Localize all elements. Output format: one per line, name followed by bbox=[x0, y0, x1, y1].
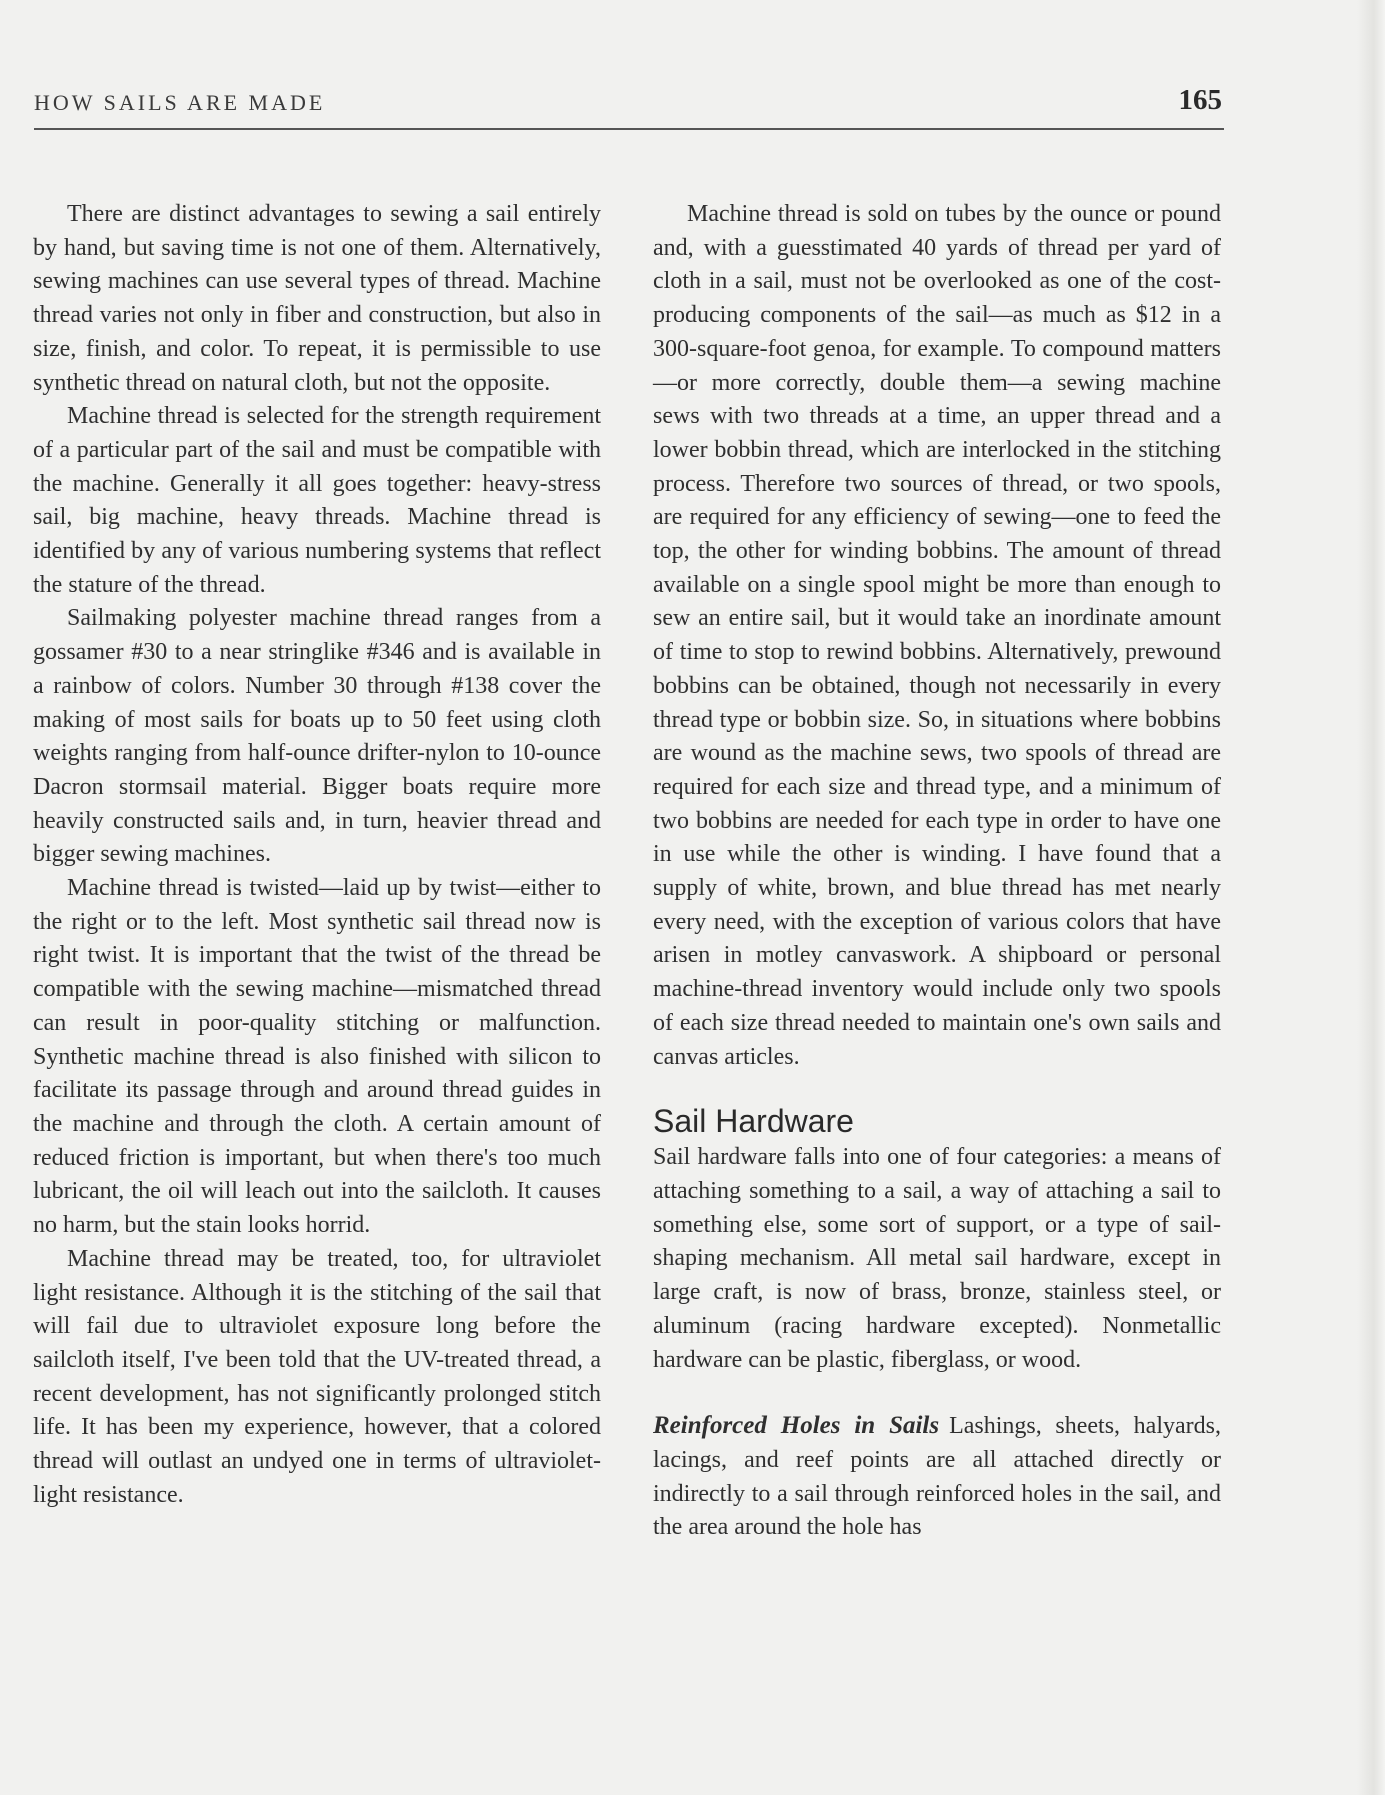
right-column bbox=[653, 198, 1221, 1545]
paragraph: Machine thread may be treated, too, for ultraviolet light resistance. Although it is the stitching of the sail that will fail due to ultraviolet exposure long before the sailcloth itself, I've been told that the UV-treated thread, a recent development, has not significantly prolonged stitch life. It has been my experience, however, that a colored thread will outlast an undyed one in terms of ultraviolet-light resistance. bbox=[33, 1245, 601, 1508]
paragraph: Machine thread is twisted—laid up by twist—either to the right or to the left. Most synthetic sail thread now is right twist. It is important that the twist of the thread be compatible with the sewing machine—mismatched thread can result in poor-quality stitching or malfunction. Synthetic machine thread is also finished with silicon to facilitate its passage through and around thread guides in the machine and through the cloth. A certain amount of reduced friction is important, but when there's too much lubricant, the oil will leach out into the sailcloth. It causes no harm, but the stain looks horrid. bbox=[33, 875, 601, 1239]
paragraph: Sailmaking polyester machine thread ranges from a gossamer #30 to a near stringlike #346 and is available in a rainbow of colors. Number 30 through #138 cover the making of most sails for boats up to 50 feet using cloth weights ranging from half-ounce drifter-nylon to 10-ounce Dacron stormsail material. Bigger boats require more heavily constructed sails and, in turn, heavier thread and bigger sewing machines. bbox=[33, 605, 601, 868]
subsection-paragraph bbox=[653, 1409, 1221, 1545]
page-edge-shadow bbox=[1357, 0, 1385, 1795]
paragraph: Machine thread is selected for the strength requirement of a particular part of the sail and must be compatible with the machine. Generally it all goes together: heavy-stress sail, big machine, heavy threads. Machine thread is identified by any of various numbering systems that reflect the stature of the thread. bbox=[33, 403, 601, 598]
paragraph: Sail hardware falls into one of four categories: a means of attaching something to a sail, a way of attaching a sail to something else, some sort of support, or a type of sail-shaping mechanism. All metal sail hardware, except in large craft, is now of brass, bronze, stainless steel, or aluminum (racing hardware excepted). Nonmetallic hardware can be plastic, fiberglass, or wood. bbox=[653, 1144, 1221, 1373]
running-header bbox=[34, 84, 1224, 130]
section-heading: Sail Hardware bbox=[653, 1103, 854, 1140]
subsection-text: Lashings, sheets, halyards, lacings, and reef points are all attached directly or indirectly to a sail through reinforced holes in the sail, and the area around the hole has bbox=[653, 1413, 1221, 1541]
page-number: 165 bbox=[1178, 84, 1222, 116]
paragraph: Machine thread is sold on tubes by the ounce or pound and, with a guesstimated 40 yards of thread per yard of cloth in a sail, must not be overlooked as one of the cost-producing components of the sail—as much as $12 in a 300-square-foot genoa, for example. To compound matters—or more correctly, double them—a sewing machine sews with two threads at a time, an upper thread and a lower bobbin thread, which are interlocked in the stitching process. Therefore two sources of thread, or two spools, are required for any efficiency of sewing—one to feed the top, the other for winding bobbins. The amount of thread available on a single spool might be more than enough to sew an entire sail, but it would take an inordinate amount of time to stop to rewind bobbins. Alternatively, prewound bobbins can be obtained, though not necessarily in every thread type or bobbin size. So, in situations where bobbins are wound as the machine sews, two spools of thread are required for each size and thread type, and a minimum of two bobbins are needed for each type in order to have one in use while the other is winding. I have found that a supply of white, brown, and blue thread has met nearly every need, with the exception of various colors that have arisen in motley canvaswork. A shipboard or personal machine-thread inventory would include only two spools of each size thread needed to maintain one's own sails and canvas articles. bbox=[653, 201, 1221, 1070]
running-title: HOW SAILS ARE MADE bbox=[34, 90, 326, 115]
subsection-runin-heading: Reinforced Holes in Sails bbox=[653, 1412, 940, 1440]
left-column bbox=[33, 198, 601, 1512]
spacer bbox=[653, 1377, 1221, 1409]
paragraph: There are distinct advantages to sewing a sail entirely by hand, but saving time is not one of them. Alternatively, sewing machines can use several types of thread. Machine thread varies not only in fiber and construction, but also in size, finish, and color. To repeat, it is permissible to use synthetic thread on natural cloth, but not the opposite. bbox=[33, 201, 601, 396]
